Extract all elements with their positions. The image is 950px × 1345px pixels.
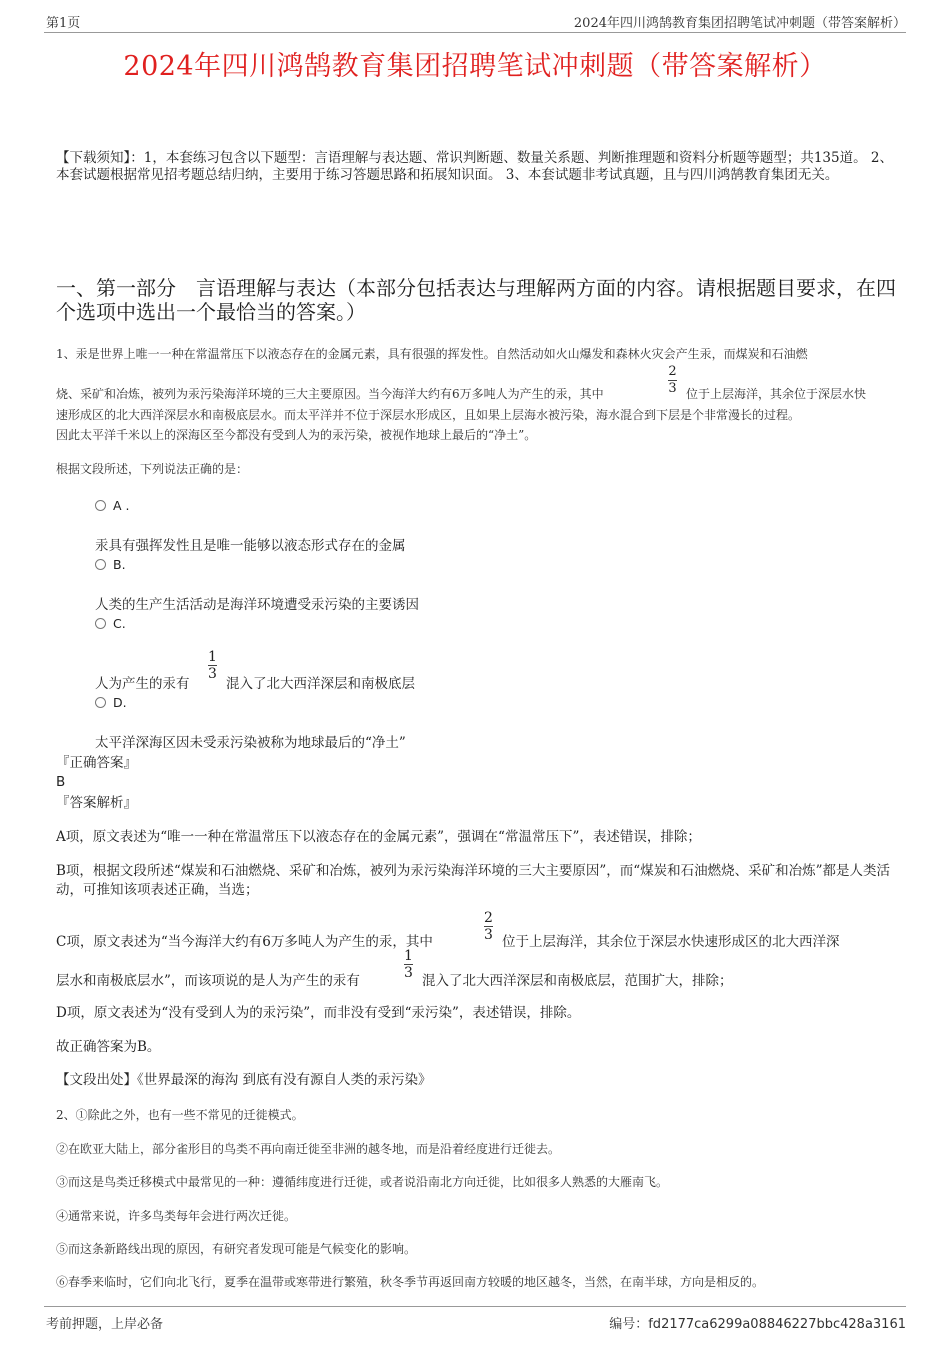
option-b-text: 人类的生产生活活动是海洋环境遭受汞污染的主要诱因 bbox=[95, 597, 419, 613]
option-d-text: 太平洋深海区因未受汞污染被称为地球最后的“净土” bbox=[95, 735, 406, 751]
answer-label: 『正确答案』 bbox=[56, 755, 137, 771]
analysis-c-line-1-post: 位于上层海洋，其余位于深层水快速形成区的北大西洋深 bbox=[502, 934, 840, 950]
option-b-radio[interactable] bbox=[95, 557, 126, 572]
analysis-c-line-1-pre: C项，原文表述为“当今海洋大约有6万多吨人为产生的汞，其中 bbox=[56, 934, 433, 950]
page-number: 第1页 bbox=[46, 16, 81, 31]
radio-icon[interactable] bbox=[95, 559, 106, 570]
option-d-radio[interactable] bbox=[95, 695, 127, 710]
option-c-label: C. bbox=[113, 616, 126, 631]
q2-sentence-3: ③而这是鸟类迁移模式中最常见的一种：遵循纬度进行迁徙，或者说沿南北方向迁徙，比如很多人熟悉的大雁南飞。 bbox=[56, 1175, 669, 1189]
fraction-denominator: 3 bbox=[208, 666, 217, 682]
footer-id-label: 编号： bbox=[609, 1317, 649, 1332]
q2-sentence-5: ⑤而这条新路线出现的原因，有研究者发现可能是气候变化的影响。 bbox=[56, 1242, 417, 1256]
footer-divider bbox=[44, 1306, 906, 1307]
conclusion: 故正确答案为B。 bbox=[56, 1039, 161, 1055]
option-a-label: A . bbox=[113, 498, 130, 513]
q1-text-line-2a: 烧、采矿和冶炼，被列为汞污染海洋环境的三大主要原因。当今海洋大约有6万多吨人为产生的汞，其中 bbox=[56, 387, 604, 401]
footer-id bbox=[609, 1313, 906, 1332]
page-title: 2024年四川鸿鹄教育集团招聘笔试冲刺题（带答案解析） bbox=[123, 51, 827, 82]
option-c-text-pre: 人为产生的汞有 bbox=[95, 676, 190, 692]
analysis-c-line-2-post: 混入了北大西洋深层和南极底层，范围扩大，排除； bbox=[422, 973, 733, 989]
analysis-b: B项，根据文段所述“煤炭和石油燃烧、采矿和冶炼，被列为汞污染海洋环境的三大主要原因”，而“煤炭和石油燃烧、采矿和冶炼”都是人类活动，可推知该项表述正确，当选； bbox=[56, 863, 891, 898]
analysis-a: A项，原文表述为“唯一一种在常温常压下以液态存在的金属元素”，强调在“常温常压下”，表述错误，排除； bbox=[56, 829, 701, 845]
q1-text-line-1: 1、汞是世界上唯一一种在常温常压下以液态存在的金属元素，具有很强的挥发性。自然活动如火山爆发和森林火灾会产生汞，而煤炭和石油燃 bbox=[56, 347, 808, 361]
q1-text-line-2b: 位于上层海洋，其余位于深层水快 bbox=[686, 387, 867, 401]
section-heading: 一、第一部分 言语理解与表达（本部分包括表达与理解两方面的内容。请根据题目要求，在四个选项中选出一个最恰当的答案。） bbox=[56, 276, 896, 324]
fraction-denominator: 3 bbox=[668, 381, 677, 396]
footer-id-code: fd2177ca6299a08846227bbc428a3161 bbox=[648, 1317, 906, 1332]
header-doc-title: 2024年四川鸿鹄教育集团招聘笔试冲刺题（带答案解析） bbox=[573, 16, 906, 31]
analysis-c-fraction-two-thirds bbox=[484, 910, 493, 943]
fraction-numerator: 2 bbox=[484, 910, 493, 926]
q1-text-line-3: 速形成区的北大西洋深层水和南极底层水。而太平洋并不位于深层水形成区，且如果上层海水被污染，海水混合到下层是个非常漫长的过程。 bbox=[56, 408, 801, 422]
radio-icon[interactable] bbox=[95, 697, 106, 708]
option-c-fraction bbox=[208, 649, 217, 682]
option-b-label: B. bbox=[113, 557, 126, 572]
q2-sentence-1: 2、①除此之外，也有一些不常见的迁徙模式。 bbox=[56, 1108, 304, 1122]
fraction-denominator: 3 bbox=[484, 927, 493, 943]
header-divider bbox=[44, 32, 906, 33]
analysis-d: D项，原文表述为“没有受到人为的汞污染”，而非没有受到“汞污染”，表述错误，排除。 bbox=[56, 1005, 581, 1021]
option-c-radio[interactable] bbox=[95, 616, 126, 631]
option-a-text: 汞具有强挥发性且是唯一能够以液态形式存在的金属 bbox=[95, 538, 406, 554]
analysis-label: 『答案解析』 bbox=[56, 795, 137, 811]
fraction-numerator: 1 bbox=[404, 948, 413, 964]
q2-sentence-6: ⑥春季来临时，它们向北飞行，夏季在温带或寒带进行繁殖，秋冬季节再返回南方较暖的地区越冬，当然，在南半球，方向是相反的。 bbox=[56, 1275, 765, 1289]
radio-icon[interactable] bbox=[95, 500, 106, 511]
q1-text-line-4: 因此太平洋千米以上的深海区至今都没有受到人为的汞污染，被视作地球上最后的“净土”。 bbox=[56, 428, 537, 442]
q2-sentence-2: ②在欧亚大陆上，部分雀形目的鸟类不再向南迁徙至非洲的越冬地，而是沿着经度进行迁徙去。 bbox=[56, 1142, 561, 1156]
q1-prompt: 根据文段所述，下列说法正确的是： bbox=[56, 462, 249, 476]
option-d-label: D. bbox=[113, 695, 127, 710]
option-c-text-post: 混入了北大西洋深层和南极底层 bbox=[226, 676, 415, 692]
fraction-denominator: 3 bbox=[404, 965, 413, 981]
download-notice: 【下载须知】：1，本套练习包含以下题型：言语理解与表达题、常识判断题、数量关系题、判断推理题和资料分析题等题型；共135道。 2、本套试题根据常见招考题总结归纳，主要用于练习答题思路和拓展知识面。 3、本套试题非考试真题，且与四川鸿鹄教育集团无关。 bbox=[56, 150, 893, 183]
fraction-numerator: 2 bbox=[668, 364, 677, 379]
footer-slogan: 考前押题，上岸必备 bbox=[46, 1317, 164, 1332]
radio-icon[interactable] bbox=[95, 618, 106, 629]
source-citation: 【文段出处】《世界最深的海沟 到底有没有源自人类的汞污染》 bbox=[56, 1072, 432, 1088]
analysis-c-line-2-pre: 层水和南极底层水”，而该项说的是人为产生的汞有 bbox=[56, 973, 360, 989]
answer-value: B bbox=[56, 774, 66, 790]
analysis-c-fraction-one-third bbox=[404, 948, 413, 981]
option-a-radio[interactable] bbox=[95, 498, 130, 513]
fraction-numerator: 1 bbox=[208, 649, 217, 665]
q1-fraction-two-thirds bbox=[668, 364, 677, 397]
q2-sentence-4: ④通常来说，许多鸟类每年会进行两次迁徙。 bbox=[56, 1209, 297, 1223]
